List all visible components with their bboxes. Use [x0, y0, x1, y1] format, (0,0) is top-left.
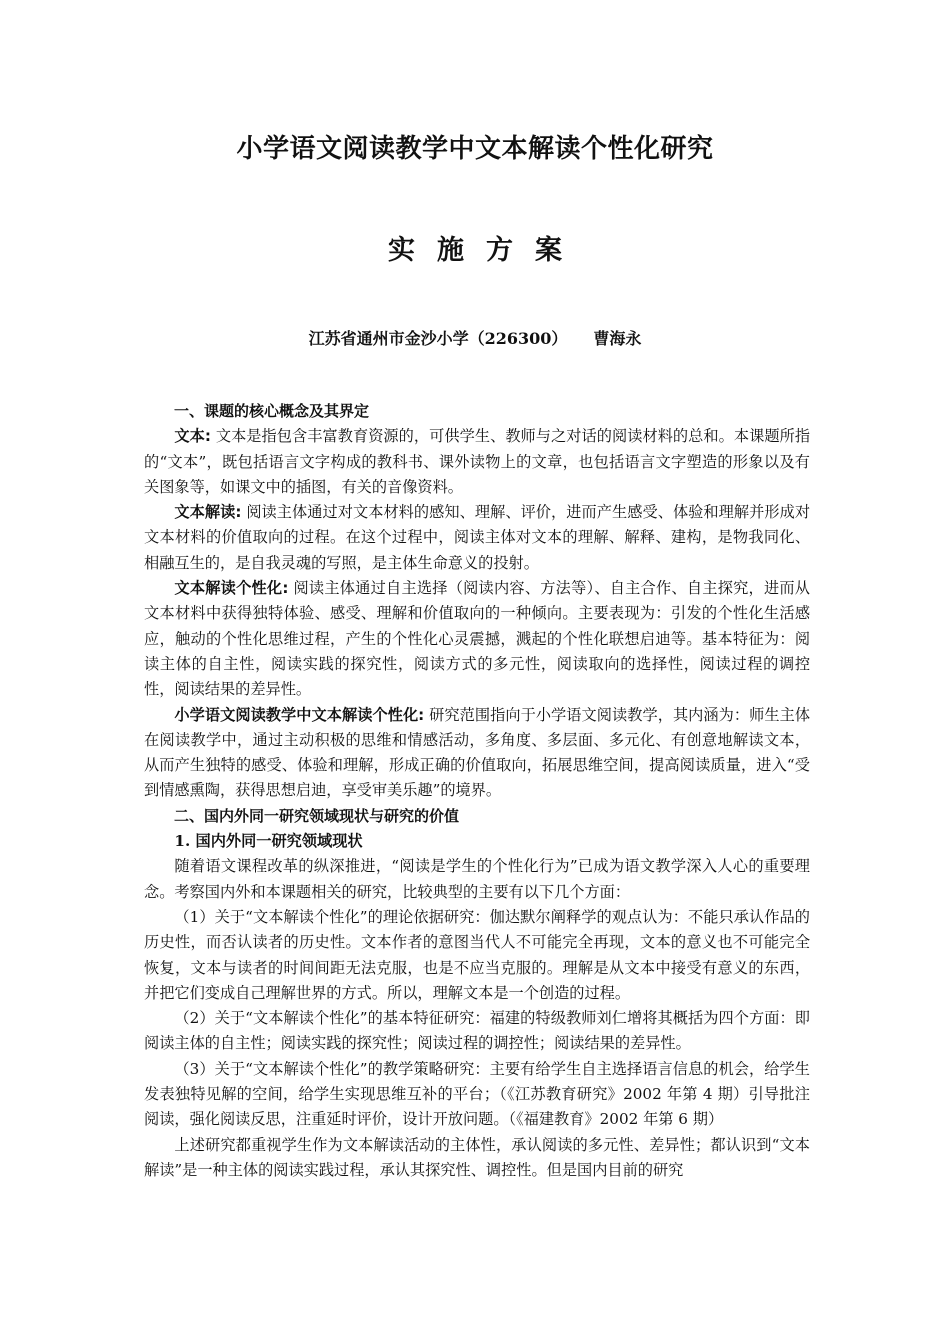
author-organization: 江苏省通州市金沙小学（226300） — [308, 329, 568, 348]
paragraph-text-definition — [144, 424, 810, 500]
author-name: 曹海永 — [593, 329, 642, 348]
paragraph: 随着语文课程改革的纵深推进，“阅读是学生的个性化行为”已成为语文教学深入人心的重要理念。考察国内外和本课题相关的研究，比较典型的主要有以下几个方面： — [144, 857, 810, 901]
subsection-heading: 1. 国内外同一研究领域现状 — [174, 832, 363, 851]
author-line — [0, 326, 950, 349]
document-body — [144, 399, 810, 1183]
paragraph-text-interpretation-definition — [144, 500, 810, 576]
term-definition: 文本是指包含丰富教育资源的，可供学生、教师与之对话的阅读材料的总和。本课题所指的“文本”，既包括语言文字构成的教科书、课外读物上的文章，也包括语言文字塑造的形象以及有关图象等，如课文中的插图，有关的音像资料。 — [144, 427, 811, 496]
document-title: 小学语文阅读教学中文本解读个性化研究 — [236, 134, 714, 164]
paragraph: （2）关于“文本解读个性化”的基本特征研究：福建的特级教师刘仁增将其概括为四个方面：即阅读主体的自主性；阅读实践的探究性；阅读过程的调控性；阅读结果的差异性。 — [144, 1009, 810, 1053]
document-subtitle: 实施方案 — [388, 235, 584, 266]
paragraph: （1）关于“文本解读个性化”的理论依据研究：伽达默尔阐释学的观点认为：不能只承认作品的历史性，而否认读者的历史性。文本作者的意图当代人不可能完全再现，文本的意义也不可能完全恢复，文本与读者的时间间距无法克服，也是不应当克服的。理解是从文本中接受有意义的东西，并把它们变成自己理解世界的方式。所以，理解文本是一个创造的过程。 — [144, 907, 810, 1002]
paragraph-personalization-definition — [144, 576, 810, 702]
term-label: 文本: — [174, 427, 211, 446]
section-heading-1: 一、课题的核心概念及其界定 — [174, 402, 370, 420]
term-label: 文本解读个性化: — [174, 579, 289, 598]
term-definition: 阅读主体通过对文本材料的感知、理解、评价，进而产生感受、体验和理解并形成对文本材料的价值取向的过程。在这个过程中，阅读主体对文本的理解、解释、建构，是物我同化、相融互生的，是自我灵魂的写照，是主体生命意义的投射。 — [144, 503, 811, 572]
term-definition: 阅读主体通过自主选择（阅读内容、方法等）、自主合作、自主探究，进而从文本材料中获得独特体验、感受、理解和价值取向的一种倾向。主要表现为：引发的个性化生活感应，触动的个性化思维过程，产生的个性化心灵震撼，溅起的个性化联想启迪等。基本特征为：阅读主体的自主性，阅读实践的探究性，阅读方式的多元性，阅读取向的选择性，阅读过程的调控性，阅读结果的差异性。 — [144, 579, 810, 699]
term-label: 文本解读: — [174, 503, 242, 522]
paragraph: 上述研究都重视学生作为文本解读活动的主体性，承认阅读的多元性、差异性；都认识到“文本解读”是一种主体的阅读实践过程，承认其探究性、调控性。但是国内目前的研究 — [144, 1135, 810, 1179]
term-label: 小学语文阅读教学中文本解读个性化: — [174, 705, 425, 724]
term-definition: 研究范围指向于小学语文阅读教学，其内涵为：师生主体在阅读教学中，通过主动积极的思维和情感活动，多角度、多层面、多元化、有创意地解读文本，从而产生独特的感受、体验和理解，形成正确的价值取向，拓展思维空间，提高阅读质量，进入“受到情感熏陶，获得思想启迪，享受审美乐趣”的境界。 — [144, 705, 811, 800]
paragraph: （3）关于“文本解读个性化”的教学策略研究：主要有给学生自主选择语言信息的机会，给学生发表独特见解的空间，给学生实现思维互补的平台；（《江苏教育研究》2002 年第 4 期）引导批注阅读，强化阅读反思，注重延时评价，设计开放问题。（《福建教育》2002 年第 6 期） — [144, 1059, 810, 1129]
paragraph-teaching-definition — [144, 703, 810, 804]
section-heading-2: 二、国内外同一研究领域现状与研究的价值 — [174, 806, 460, 825]
